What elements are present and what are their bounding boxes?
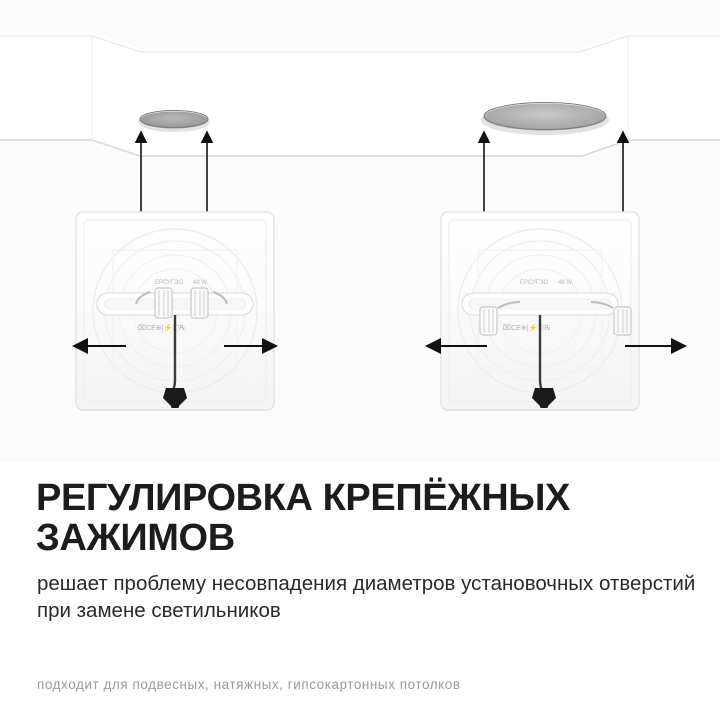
page-title: РЕГУЛИРОВКА КРЕПЁЖНЫХ ЗАЖИМОВ <box>36 477 570 559</box>
page-subtitle: решает проблему несовпадения диаметров установочных отверстий при замене светильников <box>37 572 696 622</box>
svg-text:ЕРСУГЭО: ЕРСУГЭО <box>520 280 549 286</box>
svg-text:⌧CE⊕|⚡Ⓤ℞: ⌧CE⊕|⚡Ⓤ℞ <box>503 325 551 332</box>
text-block <box>0 462 720 720</box>
svg-text:48 W: 48 W <box>193 280 208 286</box>
svg-text:⌧CE⊕|⚡Ⓤ℞: ⌧CE⊕|⚡Ⓤ℞ <box>138 325 186 332</box>
left-ceiling-hole <box>138 111 210 133</box>
ceiling-plane <box>0 32 720 156</box>
svg-text:ЕРСУГЭО: ЕРСУГЭО <box>155 280 184 286</box>
svg-text:48 W: 48 W <box>558 280 573 286</box>
left-fixture <box>74 212 276 410</box>
page-footnote: подходит для подвесных, натяжных, гипсокартонных потолков <box>37 677 461 692</box>
